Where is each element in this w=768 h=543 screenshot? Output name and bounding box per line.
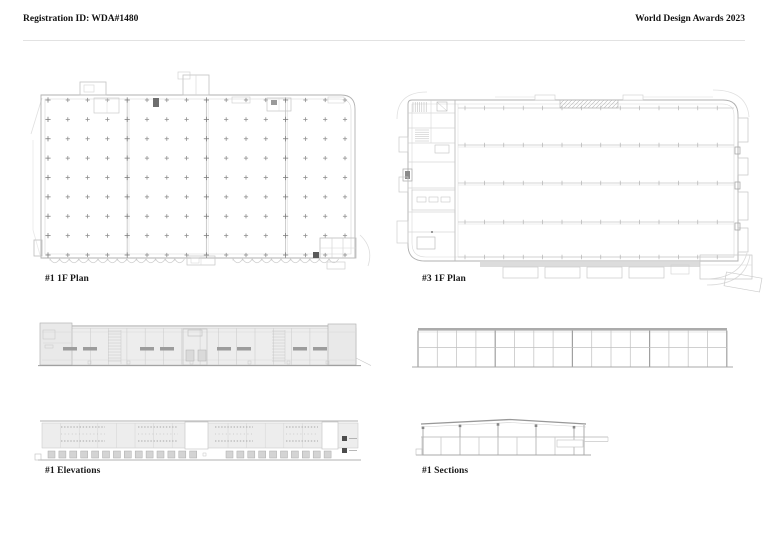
floor-plan-1-drawing (30, 70, 375, 295)
header-divider (23, 40, 745, 41)
floor-plan-1-label: #1 1F Plan (45, 274, 89, 284)
registration-id: Registration ID: WDA#1480 (23, 14, 139, 24)
award-title: World Design Awards 2023 (635, 14, 745, 24)
elevations-label: #1 Elevations (45, 466, 101, 476)
floor-plan-3-drawing (395, 85, 765, 295)
sections-drawing (405, 318, 765, 478)
sections-label: #1 Sections (422, 466, 469, 476)
elevations-drawing (30, 318, 375, 476)
floor-plan-3-label: #3 1F Plan (422, 274, 466, 284)
